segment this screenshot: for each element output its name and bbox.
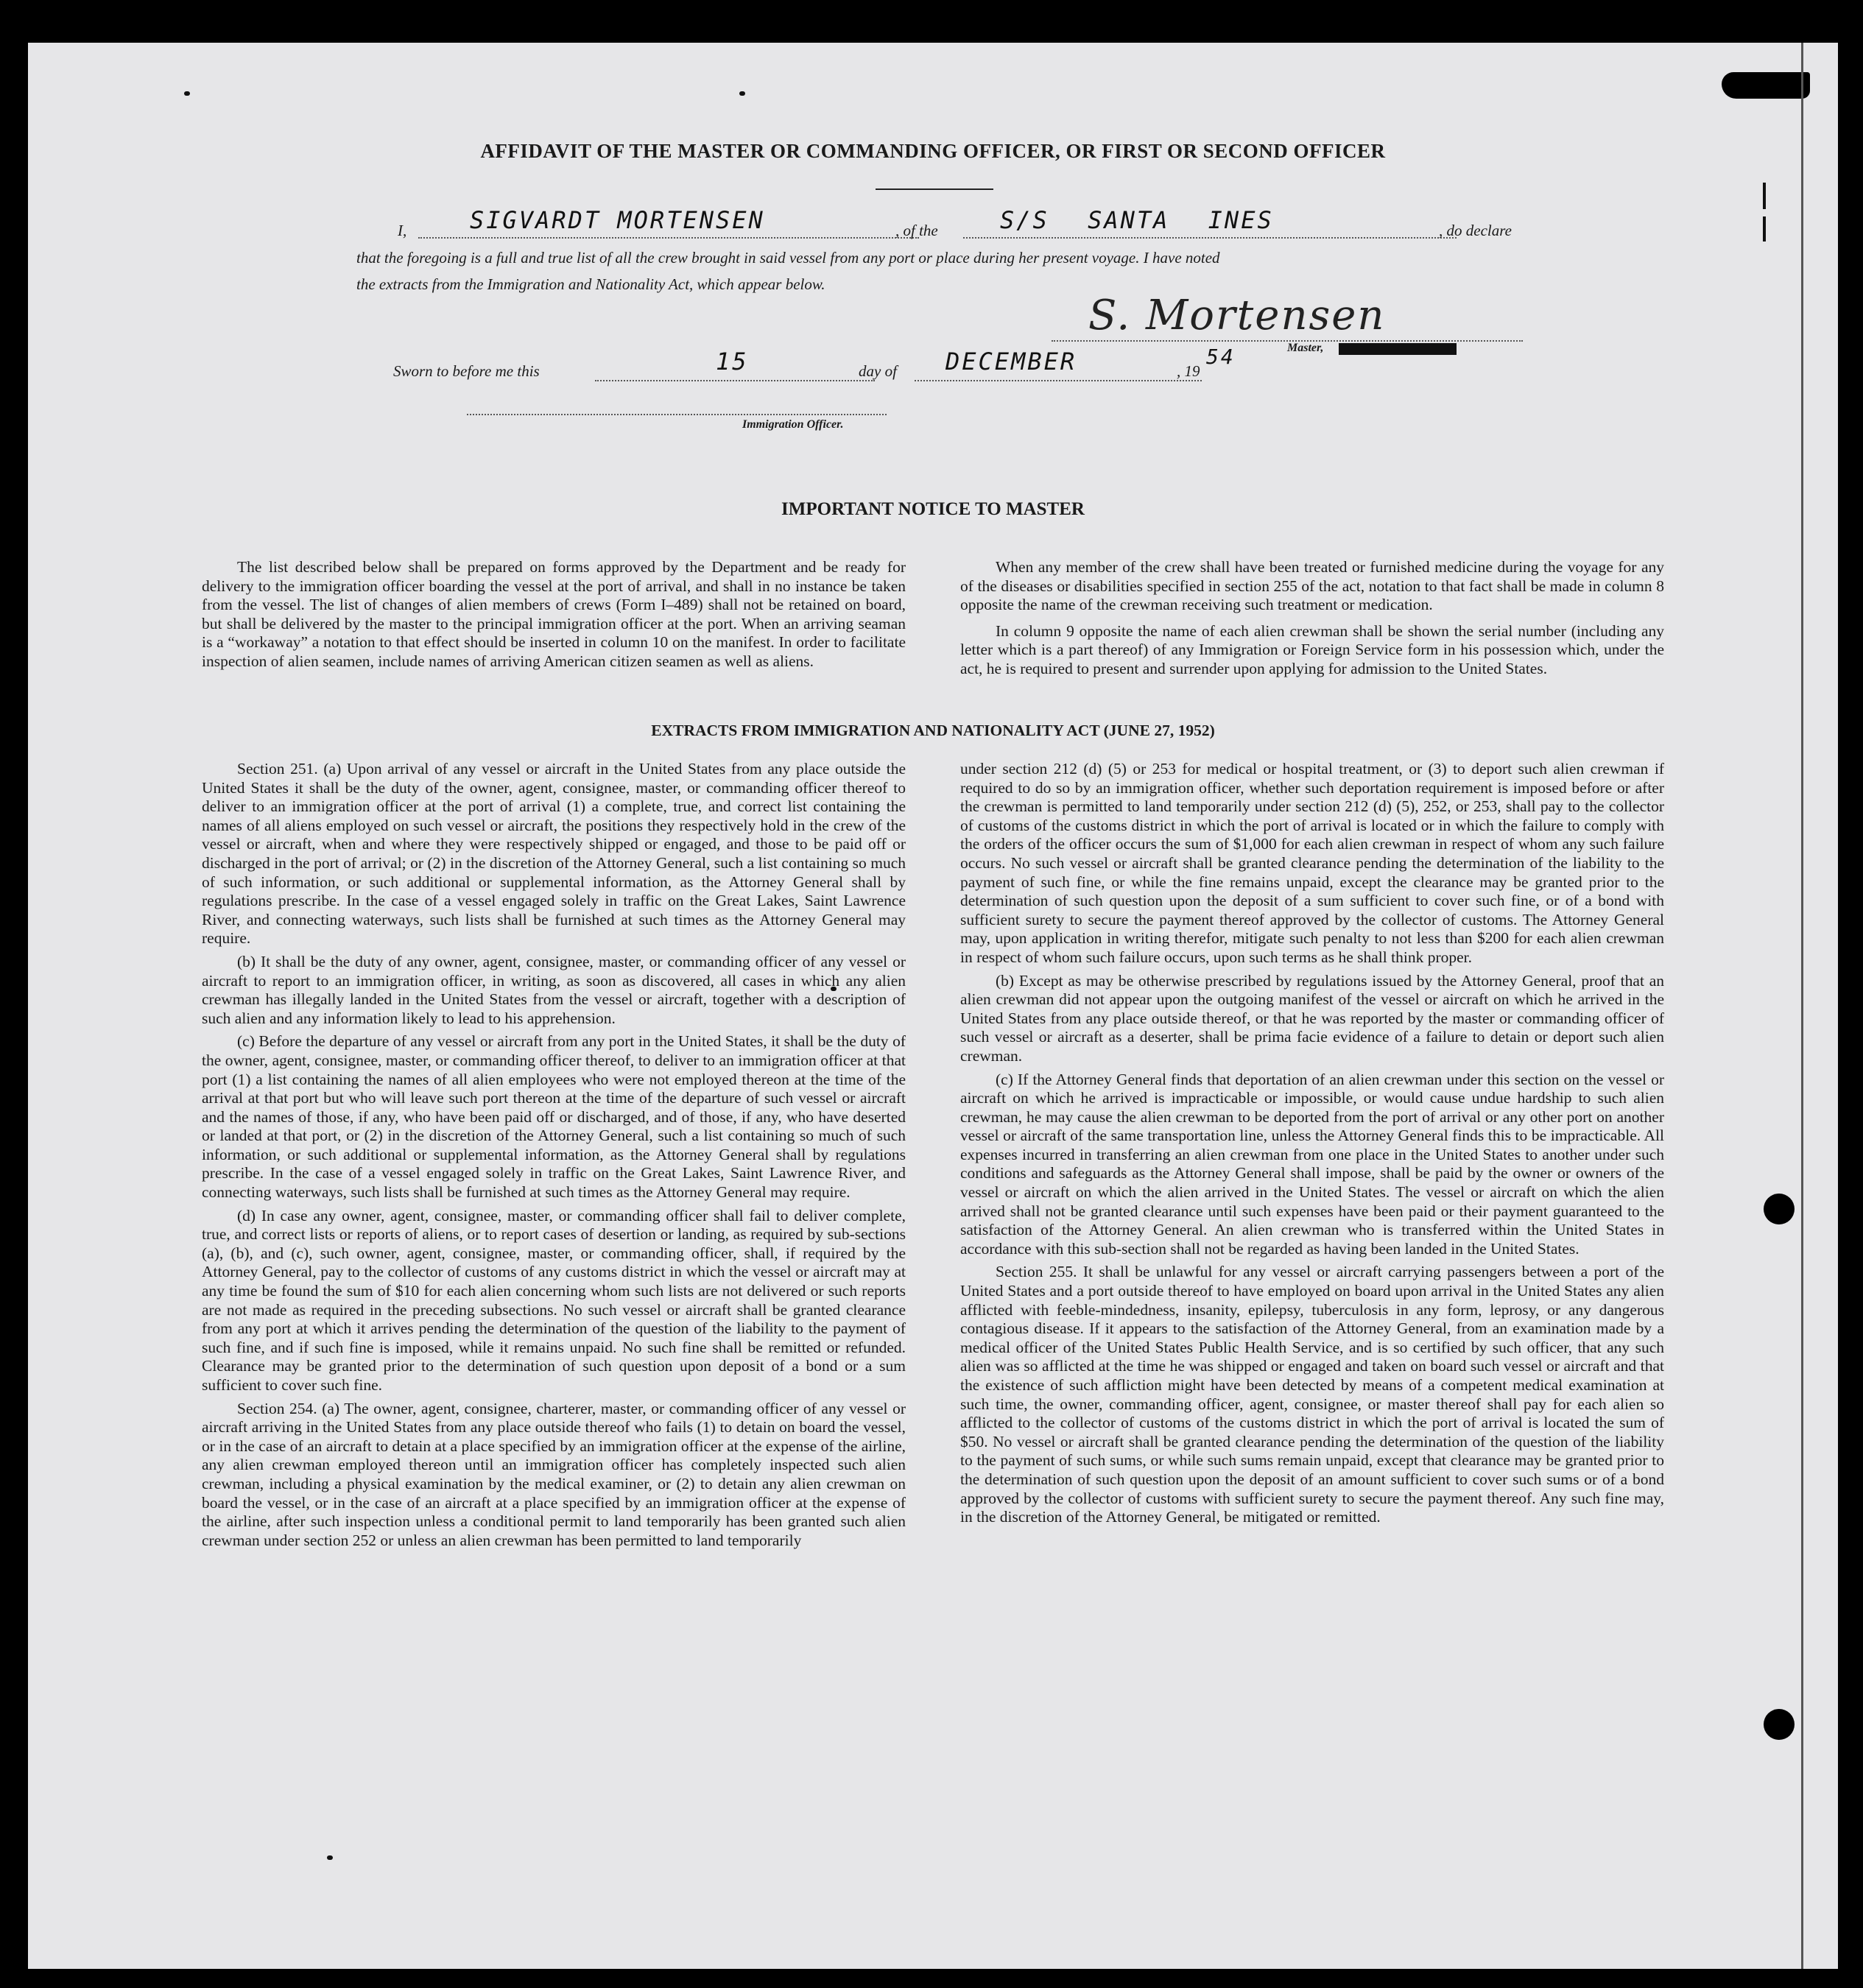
notice-right-column	[960, 558, 1664, 683]
act-paragraph: (b) It shall be the duty of any owner, agent, consignee, master, or commanding officer of any vessel or aircraft to report to an immigration officer, in writing, as soon as discovered, all cases in which any alien crewman has illegally landed in the United States from the vessel or aircraft, together with a description of such alien and any information likely to lead to his apprehension.	[202, 952, 906, 1027]
punch-hole	[1764, 1709, 1795, 1740]
officer-caption: Immigration Officer.	[742, 418, 844, 431]
affidavit-title: AFFIDAVIT OF THE MASTER OR COMMANDING OFFICER, OR FIRST OR SECOND OFFICER	[480, 140, 1386, 162]
declaration-prefix: I,	[398, 222, 407, 239]
declaration-mid: , of the	[895, 222, 938, 239]
day-of-label: day of	[859, 362, 897, 380]
vessel-name: S/S SANTA INES	[1000, 206, 1274, 234]
year-suffix: 54	[1206, 345, 1236, 369]
scan-speck	[327, 1855, 333, 1860]
officer-line	[467, 409, 887, 415]
notice-paragraph: The list described below shall be prepared on forms approved by the Department and be ready for delivery to the immigration officer boarding the vessel at the port of arrival, and shall in no instance be taken from the vessel. The list of changes of alien members of crews (Form I–489) shall not be retained on board, but shall be delivered by the master to the principal immigration officer at the port. When an arriving seaman is a “workaway” a notation to that effect should be inserted in column 10 on the manifest. In order to facilitate inspection of alien seamen, include names of arriving American citizen seamen as well as aliens.	[202, 558, 906, 670]
act-paragraph: under section 212 (d) (5) or 253 for medical or hospital treatment, or (3) to deport such alien crewman if required to do so by an immigration officer, whether such deportation requirement is imposed before or after the crewman is permitted to land temporarily under section 212 (d) (5), 252, or 253, shall pay to the collector of customs of the customs district in which the port of arrival is located or in which the failure to comply with the orders of the officer occurs the sum of $1,000 for each alien crewman in respect of whom any such failure occurs. No such vessel or aircraft shall be granted clearance pending the determination of the liability to the payment of such fine, or while the fine remains unpaid, except the clearance may be granted prior to the determination of such question upon the deposit of a sum sufficient to cover such fine, or of a bond with sufficient surety to secure the payment thereof approved by the collector of customs. The Attorney General may, upon application in writing therefor, mitigate such penalty to not less than $200 for each alien crewman in respect of whom such failure occurs, upon such terms as he shall think proper.	[960, 760, 1664, 966]
ink-smudge	[1722, 72, 1810, 99]
notice-title: IMPORTANT NOTICE TO MASTER	[781, 499, 1085, 519]
act-paragraph: (c) If the Attorney General finds that deportation of an alien crewman under this section on the vessel or aircraft on which he arrived is impracticable or impossible, or would cause undue hardship to such alien crewman, he may cause the alien crewman to be deported from the port of arrival or any other port on another vessel or aircraft of the same transportation line, unless the Attorney General finds this to be impracticable. All expenses incurred in transferring an alien crewman from one place in the United States to another under such conditions and safeguards as the Attorney General shall impose, shall be paid by the owner or owners of the vessel or aircraft on which the alien arrived in the United States. The vessel or aircraft on which the alien arrived shall not be granted clearance until such expenses have been paid or their payment guaranteed to the satisfaction of the Attorney General. An alien crewman who is transferred within the United States in accordance with this sub-section shall not be regarded as having been landed in the United States.	[960, 1070, 1664, 1258]
act-paragraph: Section 251. (a) Upon arrival of any vessel or aircraft in the United States from any place outside the United States it shall be the duty of the owner, agent, consignee, master, or commanding officer thereof to deliver to an immigration officer at the port of arrival (1) a complete, true, and correct list containing the names of all aliens employed on such vessel or aircraft, the positions they respectively hold in the crew of the vessel or aircraft, when and where they were respectively shipped or engaged, and those to be paid off or discharged in the port of arrival; or (2) in the discretion of the Attorney General, such a list containing so much of such information, or such additional or supplemental information, as the Attorney General shall by regulations prescribe. In the case of a vessel engaged solely in traffic on the Great Lakes, Saint Lawrence River, and connecting waterways, such lists shall be furnished at such times as the Attorney General may require.	[202, 760, 906, 948]
extracts-right-column	[960, 760, 1664, 1531]
page-edge-line	[1801, 43, 1803, 1969]
signature-caption: Master,	[1287, 342, 1324, 354]
sworn-day: 15	[716, 348, 749, 376]
declaration-suffix: , do declare	[1439, 222, 1512, 239]
act-paragraph: (d) In case any owner, agent, consignee, master, or commanding officer shall fail to deliver complete, true, and correct lists or reports of aliens, or to report cases of desertion or landing, as required by sub-sections (a), (b), and (c), such owner, agent, consignee, master, or commanding officer, shall, if required by the Attorney General, pay to the collector of customs of any customs district in which the vessel or aircraft may at any time be found the sum of $10 for each alien concerning whom such lists are not delivered or such reports are not made as required in the preceding subsections. No such vessel or aircraft shall be granted clearance from any port at which it arrives pending the determination of the question of the liability to the payment of such fine, and if such fine is imposed, while it remains unpaid. No such fine shall be remitted or refunded. Clearance may be granted prior to the determination of such question upon deposit of a bond or a sum sufficient to cover such fine.	[202, 1206, 906, 1394]
notice-paragraph: In column 9 opposite the name of each alien crewman shall be shown the serial number (including any letter which is a part thereof) of any Immigration or Foreign Service form in his possession which, under the act, he is required to present and surrender upon applying for admission to the United States.	[960, 621, 1664, 677]
scan-mark	[1763, 216, 1766, 242]
year-prefix: , 19	[1177, 362, 1200, 380]
day-line	[595, 376, 875, 381]
sworn-prefix: Sworn to before me this	[393, 362, 540, 380]
title-divider	[876, 188, 993, 190]
scan-speck	[739, 91, 745, 96]
act-paragraph: Section 254. (a) The owner, agent, consignee, charterer, master, or commanding officer of any vessel or aircraft arriving in the United States from any place outside thereof who fails (1) to detain on board the vessel, or in the case of an aircraft to detain at a place specified by an immigration officer at the expense of the airline, any alien crewman employed thereon until an immigration officer has completely inspected such alien crewman, including a physical examination by the medical examiner, or (2) to detain any alien crewman on board the vessel, or in the case of an aircraft at a place specified by an immigration officer at the expense of the airline, after such inspection unless a conditional permit to land temporarily has been granted such alien crewman under section 252 or unless an alien crewman has been permitted to land temporarily	[202, 1399, 906, 1549]
month-line	[915, 376, 1202, 381]
act-paragraph: (b) Except as may be otherwise prescribed by regulations issued by the Attorney General, proof that an alien crewman did not appear upon the outgoing manifest of the vessel or aircraft on which he arrived in the United States from any place outside thereof, or that he was reported by the master or commanding officer of such vessel or aircraft as a deserter, shall be prima facie evidence of a failure to detain or deport such alien crewman.	[960, 971, 1664, 1065]
act-paragraph: Section 255. It shall be unlawful for any vessel or aircraft carrying passengers between a port of the United States and a port outside thereof to have employed on board upon arrival in the United States any alien afflicted with feeble-mindedness, insanity, epilepsy, tuberculosis in any form, leprosy, or any dangerous contagious disease. If it appears to the satisfaction of the Attorney General, from an examination made by a medical officer of the United States Public Health Service, and is so certified by such officer, that any such alien was so afflicted at the time he was shipped or engaged and taken on board such vessel or aircraft and that the existence of such affliction might have been detected by means of a competent medical examination at such time, the owner, commanding officer, agent, consignee, or master thereof shall pay for each alien so afflicted to the collector of customs of the customs district in which the port of arrival is located the sum of $50. No vessel or aircraft shall be granted clearance pending the determination of the question of the liability to the payment of such sums, or while such sums remain unpaid, except that clearance may be granted prior to the determination of such question upon the deposit of an amount sufficient to cover such sums or of a bond approved by the collector of customs with sufficient surety to secure the payment thereof. Any such fine may, in the discretion of the Attorney General, be mitigated or remitted.	[960, 1263, 1664, 1526]
declaration-line-2: that the foregoing is a full and true list of all the crew brought in said vessel from any port or place during her present voyage. I have noted	[356, 249, 1220, 267]
extracts-left-column	[202, 760, 906, 1554]
notice-paragraph: When any member of the crew shall have been treated or furnished medicine during the voyage for any of the diseases or disabilities specified in section 255 of the act, notation to that fact shall be made in column 8 opposite the name of the crewman receiving such treatment or medication.	[960, 558, 1664, 614]
punch-hole	[1764, 1194, 1795, 1224]
master-name: SIGVARDT MORTENSEN	[470, 206, 765, 234]
redaction-bar	[1339, 343, 1457, 355]
sworn-month: DECEMBER	[945, 348, 1077, 376]
extracts-title: EXTRACTS FROM IMMIGRATION AND NATIONALITY ACT (JUNE 27, 1952)	[651, 722, 1215, 739]
declaration-line-3: the extracts from the Immigration and Nationality Act, which appear below.	[356, 275, 825, 293]
act-paragraph: (c) Before the departure of any vessel or aircraft from any port in the United States, it shall be the duty of the owner, agent, consignee, master, or commanding officer thereof, to deliver to an immigration officer at that port (1) a list containing the names of all alien employees who were not employed thereon at the time of the arrival at that port but who will leave such port thereon at the time of the departure of such vessel or aircraft and the names of those, if any, who have been paid off or discharged, and of those, if any, who have deserted or landed at that port, or (2) in the discretion of the Attorney General, such a list containing so much of such information, or such additional or supplemental information, as the Attorney General shall by regulations prescribe. In the case of a vessel engaged solely in traffic on the Great Lakes, Saint Lawrence River, and connecting waterways, such lists shall be furnished at such times as the Attorney General may require.	[202, 1032, 906, 1202]
notice-left-column	[202, 558, 906, 676]
master-signature: S. Mortensen	[1088, 292, 1386, 339]
scan-speck	[184, 91, 190, 96]
document-page	[28, 43, 1838, 1969]
scan-mark	[1763, 183, 1766, 209]
